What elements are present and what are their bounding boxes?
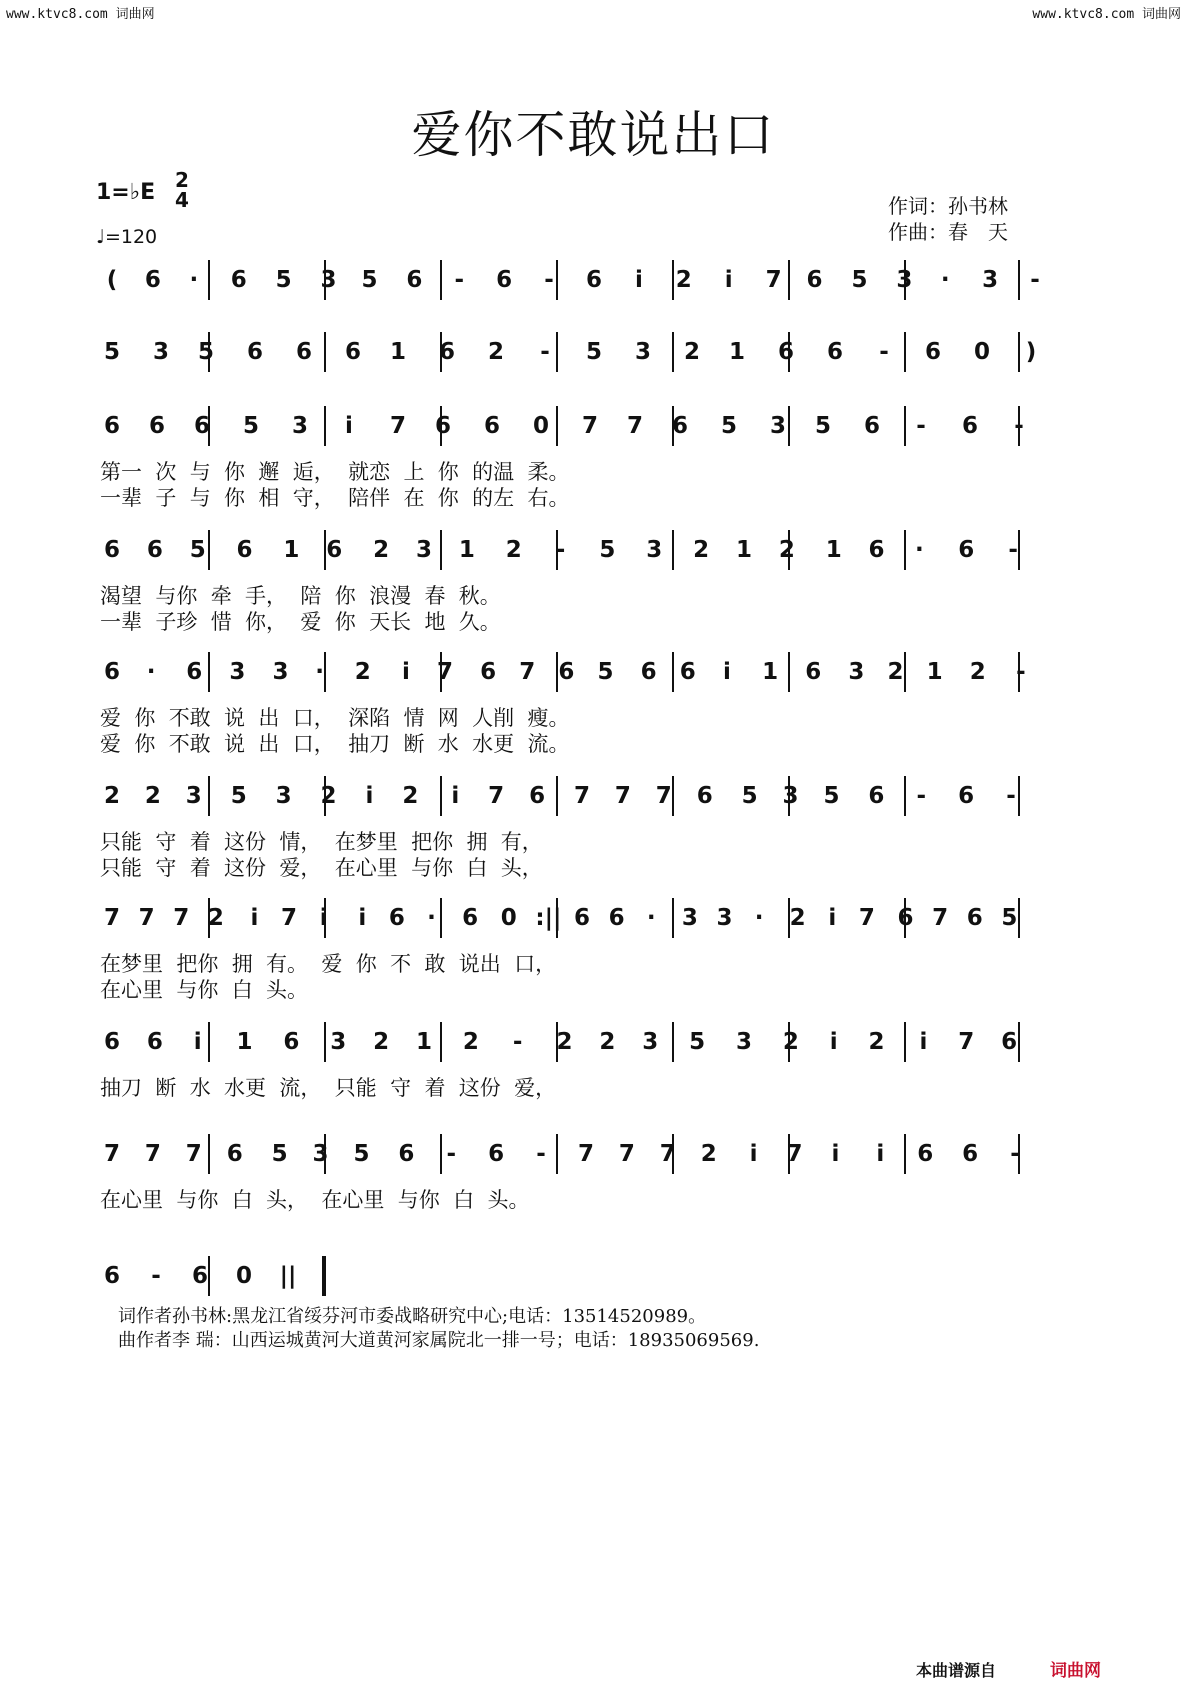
note: ) (1025, 339, 1037, 365)
bar-line (672, 898, 674, 938)
note: 2 (373, 537, 390, 563)
note: 7 (626, 413, 643, 439)
note: 5 (103, 339, 120, 365)
note: 6 (671, 413, 688, 439)
note: 3 (312, 1141, 329, 1167)
bar-line (208, 652, 210, 692)
note: - (1010, 1141, 1020, 1167)
note: - (512, 1029, 523, 1055)
note: 7 (659, 1141, 676, 1167)
note: 1 (415, 1029, 432, 1055)
note: 6 (398, 1141, 415, 1167)
bar-line (672, 530, 674, 570)
note: 6 (191, 1263, 208, 1289)
note: 5 (1001, 905, 1018, 931)
note: - (916, 783, 927, 809)
note: 6 (585, 267, 602, 293)
note: 7 (577, 1141, 594, 1167)
bar-line (788, 260, 790, 300)
bar-line (672, 332, 674, 372)
note: 6 (438, 339, 455, 365)
note: 6 (868, 783, 885, 809)
note: 2 (320, 783, 337, 809)
note: 5 (230, 783, 247, 809)
note: i (319, 905, 328, 931)
note: 6 (295, 339, 312, 365)
note: 2 (887, 659, 904, 685)
note: 2 (487, 339, 504, 365)
note: 7 (618, 1141, 635, 1167)
lyric-line: 在心里 与你 白 头。 (100, 978, 309, 1002)
brand-badge[interactable]: 词曲网 (1050, 1661, 1101, 1681)
note: · (315, 659, 325, 685)
note: 2 (402, 783, 419, 809)
note: - (151, 1263, 161, 1289)
lyric-line: 只能 守 着 这份 爱， 在心里 与你 白 头， (100, 856, 543, 880)
note: 6 (483, 413, 500, 439)
note: 2 (778, 537, 795, 563)
note: 6 (962, 1141, 979, 1167)
note: 6 (462, 905, 479, 931)
note: 6 (868, 537, 885, 563)
note: 3 (716, 905, 733, 931)
note: 1 (735, 537, 752, 563)
note: i (193, 1029, 202, 1055)
note: · (915, 537, 924, 563)
note: 7 (581, 413, 598, 439)
note: 5 (689, 1029, 706, 1055)
note: 5 (585, 339, 602, 365)
note: i (365, 783, 374, 809)
note: i (829, 1029, 838, 1055)
bar-line (324, 406, 326, 446)
note: - (536, 1141, 546, 1167)
bar-line (556, 406, 558, 446)
note: 2 (103, 783, 120, 809)
note: 6 (640, 659, 657, 685)
note: 6 (806, 267, 823, 293)
note: 6 (558, 659, 575, 685)
note: 5 (720, 413, 737, 439)
note: 6 (388, 905, 405, 931)
lyric-line: 一辈 子珍 惜 你， 爱 你 天长 地 久。 (100, 610, 501, 634)
note: - (1006, 783, 1016, 809)
note: 6 (146, 537, 163, 563)
note: 5 (851, 267, 868, 293)
note: 6 (186, 659, 203, 685)
note: 7 (786, 1141, 803, 1167)
note: - (1008, 537, 1018, 563)
lyricist-credit: 作词：孙书林 (888, 194, 1008, 218)
note: 0 (532, 413, 549, 439)
note: 3 (634, 339, 651, 365)
note: 3 (982, 267, 999, 293)
lyric-line: 爱 你 不敢 说 出 口， 抽刀 断 水 水更 流。 (100, 732, 570, 756)
note: 2 (373, 1029, 390, 1055)
note: i (831, 1141, 840, 1167)
note: 7 (488, 783, 505, 809)
note: 1 (389, 339, 406, 365)
note: 7 (144, 1141, 161, 1167)
note: i (401, 659, 410, 685)
note: · (427, 905, 436, 931)
note: 6 (103, 1029, 120, 1055)
note: 7 (614, 783, 631, 809)
note: - (916, 413, 926, 439)
note: 6 (966, 905, 983, 931)
note: 3 (275, 783, 292, 809)
note: 1 (728, 339, 745, 365)
lyric-line: 一辈 子 与 你 相 守， 陪伴 在 你 的左 右。 (100, 486, 570, 510)
bar-line (324, 1022, 326, 1062)
note: 0 (973, 339, 990, 365)
bar-line (556, 776, 558, 816)
note: 2 (969, 659, 986, 685)
watermark-left: www.ktvc8.com 词曲网 (6, 7, 155, 22)
note: 6 (146, 1029, 163, 1055)
time-sig-bottom: 4 (175, 188, 189, 212)
bar-line (556, 1134, 558, 1174)
bar-line (208, 1134, 210, 1174)
note: i (749, 1141, 758, 1167)
note: 2 (599, 1029, 616, 1055)
watermark-right: www.ktvc8.com 词曲网 (1032, 7, 1181, 22)
note: - (540, 339, 550, 365)
lyric-line: 第一 次 与 你 邂 逅， 就恋 上 你 的温 柔。 (100, 460, 570, 484)
bar-line (440, 530, 442, 570)
note: 7 (103, 1141, 120, 1167)
note: 6 (777, 339, 794, 365)
note: 7 (958, 1029, 975, 1055)
note: 3 (272, 659, 289, 685)
note: 1 (825, 537, 842, 563)
note: 3 (896, 267, 913, 293)
note: 6 (434, 413, 451, 439)
note: 2 (693, 537, 710, 563)
note: 3 (291, 413, 308, 439)
note: 5 (599, 537, 616, 563)
lyricist-contact: 词作者孙书林:黑龙江省绥芬河市委战略研究中心;电话：13514520989。 (118, 1306, 707, 1327)
note: 2 (354, 659, 371, 685)
note: i (919, 1029, 928, 1055)
note: 5 (814, 413, 831, 439)
composer-contact: 曲作者李 瑞：山西运城黄河大道黄河家属院北一排一号；电话：18935069569. (118, 1330, 760, 1351)
note: - (446, 1141, 457, 1167)
note: 6 (344, 339, 361, 365)
note: i (724, 267, 733, 293)
note: 6 (283, 1029, 300, 1055)
bar-line (1018, 260, 1020, 300)
note: 6 (958, 783, 975, 809)
note: i (876, 1141, 885, 1167)
bar-line (788, 652, 790, 692)
bar-line (440, 776, 442, 816)
note: 7 (389, 413, 406, 439)
note: 7 (103, 905, 120, 931)
time-signature (172, 170, 192, 210)
note: 6 (917, 1141, 934, 1167)
source-badge: 本曲谱源自 (916, 1661, 997, 1680)
note: - (1016, 659, 1026, 685)
note: - (544, 267, 554, 293)
note: 2 (144, 783, 161, 809)
note: i (451, 783, 460, 809)
note: 3 (320, 267, 337, 293)
note: 3 (681, 905, 698, 931)
note: 7 (573, 783, 590, 809)
bar-line (904, 1022, 906, 1062)
note: 3 (152, 339, 169, 365)
note: ( (106, 267, 118, 293)
note: 6 (608, 905, 625, 931)
note: 3 (415, 537, 432, 563)
note: 5 (275, 267, 292, 293)
note: - (1030, 267, 1040, 293)
final-barline (322, 1256, 326, 1296)
key-signature: 1=♭E (96, 180, 156, 205)
note: 2 (789, 905, 806, 931)
lyric-line: 在梦里 把你 拥 有。 爱 你 不 敢 说出 口， (100, 952, 557, 976)
bar-line (672, 1022, 674, 1062)
note: 2 (782, 1029, 799, 1055)
bar-line (324, 332, 326, 372)
note: - (555, 537, 566, 563)
note: 6 (696, 783, 713, 809)
note: 2 (700, 1141, 717, 1167)
note: 6 (573, 905, 590, 931)
note: 2 (675, 267, 692, 293)
bar-line (440, 1022, 442, 1062)
note: 6 (805, 659, 822, 685)
note: · (940, 267, 950, 293)
note: 2 (868, 1029, 885, 1055)
note: 6 (529, 783, 546, 809)
bar-line (208, 260, 210, 300)
note: 2 (556, 1029, 573, 1055)
note: 3 (782, 783, 799, 809)
note: 6 (193, 413, 210, 439)
note: 7 (138, 905, 155, 931)
note: 6 (103, 413, 120, 439)
note: 6 (961, 413, 978, 439)
note: 6 (897, 905, 914, 931)
note: 6 (480, 659, 497, 685)
note: 5 (597, 659, 614, 685)
note: 5 (353, 1141, 370, 1167)
note: 0 (500, 905, 517, 931)
bar-line (904, 406, 906, 446)
note: - (454, 267, 465, 293)
note: 3 (769, 413, 786, 439)
note: 3 (229, 659, 246, 685)
note: i (250, 905, 259, 931)
bar-line (904, 332, 906, 372)
note: 1 (458, 537, 475, 563)
note: 6 (236, 537, 253, 563)
note: 6 (103, 1263, 120, 1289)
note: 6 (144, 267, 161, 293)
note: 3 (848, 659, 865, 685)
note: 7 (173, 905, 190, 931)
note: 1 (762, 659, 779, 685)
bar-line (672, 652, 674, 692)
note: 6 (326, 537, 343, 563)
composer-credit: 作曲：春 天 (888, 220, 1008, 244)
note: 6 (863, 413, 880, 439)
repeat-bar: || (279, 1263, 297, 1289)
bar-line (904, 776, 906, 816)
note: 6 (1001, 1029, 1018, 1055)
note: 1 (283, 537, 300, 563)
note: 3 (642, 1029, 659, 1055)
note: 3 (735, 1029, 752, 1055)
note: · (146, 659, 156, 685)
note: 6 (230, 267, 247, 293)
note: 7 (185, 1141, 202, 1167)
note: 1 (236, 1029, 253, 1055)
note: 6 (496, 267, 513, 293)
note: 5 (823, 783, 840, 809)
note: 6 (958, 537, 975, 563)
note: 5 (197, 339, 214, 365)
note: 0 (235, 1263, 252, 1289)
bar-line (904, 530, 906, 570)
note: 6 (103, 659, 120, 685)
note: · (754, 905, 764, 931)
repeat-bar: :|| (535, 905, 562, 931)
note: i (358, 905, 367, 931)
note: 5 (361, 267, 378, 293)
lyric-line: 抽刀 断 水 水更 流， 只能 守 着 这份 爱， (100, 1076, 557, 1100)
bar-line (440, 260, 442, 300)
note: 7 (519, 659, 536, 685)
note: 3 (330, 1029, 347, 1055)
note: · (646, 905, 656, 931)
tempo-marking: ♩=120 (96, 226, 158, 248)
note: 5 (189, 537, 206, 563)
note: 6 (924, 339, 941, 365)
note: 6 (488, 1141, 505, 1167)
note: 2 (505, 537, 522, 563)
note: 7 (281, 905, 298, 931)
note: 5 (242, 413, 259, 439)
note: 7 (765, 267, 782, 293)
note: 6 (148, 413, 165, 439)
page-title: 爱你不敢说出口 (411, 106, 776, 164)
note: 5 (271, 1141, 288, 1167)
note: 6 (826, 339, 843, 365)
note: 2 (462, 1029, 479, 1055)
note: 6 (406, 267, 423, 293)
bar-line (904, 1134, 906, 1174)
note: - (1014, 413, 1024, 439)
lyric-line: 渴望 与你 牵 手， 陪 你 浪漫 春 秋。 (100, 584, 501, 608)
note: i (345, 413, 353, 439)
note: 7 (655, 783, 672, 809)
note: 3 (185, 783, 202, 809)
time-sig-top: 2 (175, 168, 189, 192)
bar-line (208, 776, 210, 816)
note: 2 (683, 339, 700, 365)
note: 7 (858, 905, 875, 931)
note: 5 (741, 783, 758, 809)
note: - (879, 339, 889, 365)
note: · (189, 267, 199, 293)
lyric-line: 只能 守 着 这份 情， 在梦里 把你 拥 有， (100, 830, 543, 854)
note: i (634, 267, 643, 293)
note: 3 (646, 537, 663, 563)
note: i (723, 659, 731, 685)
note: 6 (246, 339, 263, 365)
note: 6 (103, 537, 120, 563)
lyric-line: 在心里 与你 白 头， 在心里 与你 白 头。 (100, 1188, 530, 1212)
note: i (828, 905, 837, 931)
note: 7 (932, 905, 949, 931)
note: 1 (926, 659, 943, 685)
note: 6 (226, 1141, 243, 1167)
note: 6 (679, 659, 696, 685)
lyric-line: 爱 你 不敢 说 出 口， 深陷 情 网 人削 瘦。 (100, 706, 570, 730)
note: 7 (437, 659, 454, 685)
note: 2 (207, 905, 224, 931)
